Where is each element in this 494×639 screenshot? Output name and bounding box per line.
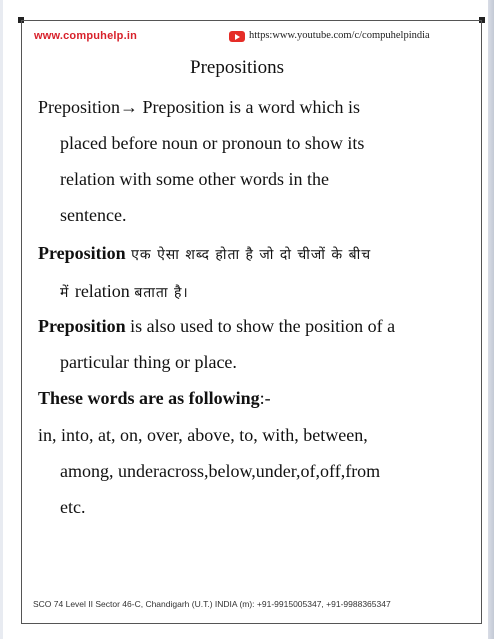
definition-line: sentence. — [60, 205, 127, 225]
term-bold: Preposition — [38, 243, 126, 263]
position-line: particular thing or place. — [60, 352, 237, 372]
header-youtube-url: https:www.youtube.com/c/compuhelpindia — [249, 30, 430, 41]
hindi-paragraph — [38, 235, 478, 311]
position-text: is also used to show the position of a — [125, 316, 396, 336]
header-site-url: www.compuhelp.in — [34, 30, 138, 42]
word-list-line: in, into, at, on, over, above, to, with, between, — [38, 425, 368, 445]
definition-line: Preposition→ Preposition is a word which is — [38, 97, 360, 117]
word-list-line: among, underacross,below,under,of,off,from — [60, 461, 381, 481]
term-bold: Preposition — [38, 316, 126, 336]
page-left-edge — [0, 0, 3, 639]
definition-line: placed before noun or pronoun to show its — [60, 133, 365, 153]
footer-address: SCO 74 Level II Sector 46-C, Chandigarh (U.T.) INDIA (m): +91-9915005347, +91-9988365347 — [33, 599, 391, 609]
page-title: Prepositions — [190, 57, 284, 78]
hindi-text: एक ऐसा शब्द होता है जो दो चीजों के बीच — [125, 247, 372, 263]
youtube-icon — [229, 31, 245, 42]
word-list-line: etc. — [60, 497, 86, 517]
following-heading — [38, 380, 478, 416]
word-list-paragraph — [38, 417, 478, 525]
definition-line: relation with some other words in the — [60, 169, 329, 189]
english-word: relation — [74, 281, 135, 301]
hindi-text: में — [60, 285, 75, 301]
position-paragraph — [38, 308, 478, 380]
following-suffix: :- — [259, 388, 271, 408]
definition-paragraph — [38, 89, 478, 233]
page-right-edge — [488, 0, 494, 639]
following-bold: These words are as following — [38, 388, 260, 408]
hindi-text: बताता है। — [134, 285, 189, 301]
